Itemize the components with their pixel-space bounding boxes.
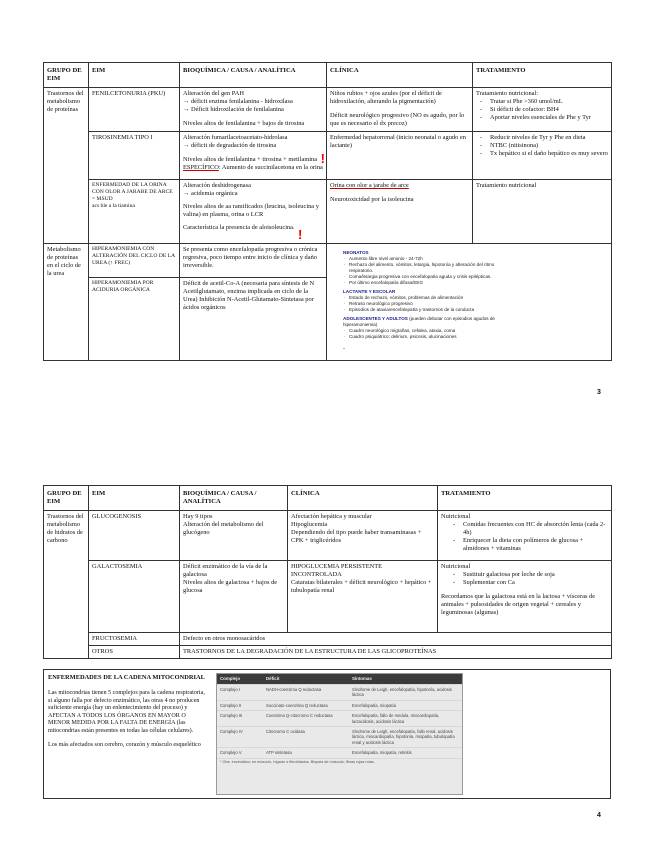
mito-cell: Complejo IV bbox=[217, 726, 263, 747]
mito-header-row bbox=[217, 674, 462, 684]
row-fructosemia bbox=[44, 633, 612, 646]
eim-galactosemia: GALACTOSEMIA bbox=[89, 561, 180, 633]
treat-msud: Tratamiento nutricional bbox=[473, 180, 612, 244]
note-item: · Aumento libre nivel amonio - 24-72h bbox=[349, 256, 508, 262]
mito-cell: Síndrome de Leigh, encefalopatía, hipotonía, acidosis láctica bbox=[349, 684, 462, 700]
treat-title: Nutricional bbox=[441, 513, 471, 521]
mito-footnote: * Obs. enzimático: en músculo, hígado o fibroblastos. Biopsia de músculo; fibras rojas rotas. bbox=[220, 759, 375, 764]
mito-row bbox=[217, 726, 462, 747]
note-item: · Cuadro neurológico migrañas, cefalea, ataxia, coma bbox=[349, 328, 508, 334]
mito-cell: NADH-coenzima Q reductasa bbox=[263, 684, 349, 700]
page1-eim-table bbox=[43, 62, 612, 361]
treat-galactosemia bbox=[438, 561, 612, 633]
mito-row bbox=[217, 711, 462, 727]
bio-pku bbox=[180, 88, 327, 132]
clin-line: HIPOGLUCEMIA PERSISTENTE INCONTROLADA bbox=[291, 563, 383, 579]
note-heading-rest: (pueden debutar con episodios agudos de hiperamoniemia) bbox=[343, 316, 495, 328]
bio-line: Alteración deshidrogenasa bbox=[183, 182, 251, 190]
page2-eim-table bbox=[43, 485, 612, 659]
page1-header-row bbox=[44, 63, 612, 88]
mito-cell: Succinato-coenzima Q reductasa bbox=[263, 700, 349, 710]
msud-name: ENFERMEDAD DE LA ORINA CON OLOR A JARABE DE ARCE = MSUD bbox=[92, 182, 173, 203]
treat-item: - Si déficit de cofactor: BH4 bbox=[490, 106, 608, 114]
bio-line: Alteración fumarilacetoacetato-hidrolasa bbox=[183, 134, 288, 142]
bio-hyper-urea: Se presenta como encefalopatía progresiva o crónica regresiva, poco tiempo entre inicio de clínica y daño irreversible. bbox=[180, 244, 327, 278]
treat-title: Tratamiento nutricional: bbox=[476, 90, 539, 98]
mito-th: Síntomas bbox=[349, 674, 462, 684]
clin-line: Cataratas bilaterales + déficit neurológico + hepático + tubulopatía renal bbox=[291, 579, 432, 595]
note-item: · Cuadro psiquiátrico: delirium, psicosis, alucinaciones bbox=[349, 334, 508, 340]
mito-cell: Citocromo C oxidasa bbox=[263, 726, 349, 747]
header-group: GRUPO DE EIM bbox=[44, 486, 89, 511]
group-carbs: Trastornos del metabolismo de hidratos de carbono bbox=[44, 511, 89, 659]
header-group: GRUPO DE EIM bbox=[44, 63, 89, 88]
treat-title: Nutricional bbox=[441, 563, 471, 571]
bio-line: Hay 9 tipos bbox=[183, 513, 213, 521]
header-biochem: BIOQUÍMICA / CAUSA / ANALÍTICA bbox=[180, 63, 327, 88]
bio-line: Alteración del metabolismo del glucógeno bbox=[183, 521, 264, 537]
mito-th: Déficit bbox=[263, 674, 349, 684]
mito-cell: Complejo V bbox=[217, 748, 263, 758]
mito-cell: Encefalopatía, miopatía, retinitis bbox=[349, 748, 462, 758]
eim-fructosemia: FRUCTOSEMIA bbox=[89, 633, 180, 646]
row-pku bbox=[44, 88, 612, 132]
bio-line: Niveles altos de aa ramificados (leucina, isoleucina y valina) en plasma, orina o LCR bbox=[183, 203, 319, 219]
note-heading: ADOLESCENTES Y ADULTOS bbox=[343, 316, 408, 322]
clin-line: Neurotoxicidad por la isoleucina bbox=[330, 196, 414, 204]
mito-row bbox=[217, 684, 462, 700]
note-item: · Estado de rechazo, vómitos, problemas de alimentación bbox=[349, 295, 508, 301]
mito-cell: Complejo I bbox=[217, 684, 263, 700]
exclamation-icon: ! bbox=[320, 151, 325, 167]
eim-msud bbox=[89, 180, 180, 244]
eim-hyper-acid: HIPERAMONIEMIA POR ACIDURIA ORGÁNICA bbox=[89, 278, 180, 361]
treat-item: - Tratar si Phe >360 umol/mL bbox=[490, 98, 608, 106]
exclamation-icon: ! bbox=[298, 227, 303, 243]
mito-title: ENFERMEDADES DE LA CADENA MITOCONDRIAL bbox=[48, 674, 205, 681]
bio-specific-line bbox=[183, 164, 323, 172]
bio-fructosemia: Defecto en otros monosacáridos bbox=[180, 633, 612, 646]
clin-galactosemia bbox=[288, 561, 438, 633]
mito-complex-table-image bbox=[216, 673, 463, 795]
note-item: · Coma/letargia progresiva con encefalopatía aguda y crisis epilépticas. bbox=[349, 274, 508, 280]
page-number-3: 3 bbox=[597, 389, 601, 396]
bio-tyrosinemia bbox=[180, 132, 327, 180]
bio-msud bbox=[180, 180, 327, 244]
treat-note: Recordamos que la galactosa está en la lactosa + vísceras de animales + pulsosidades de origen vegetal + cereales y leguminosas (algunas) bbox=[441, 593, 596, 617]
specific-text: : Aumento de succinilacetona en la orina bbox=[218, 164, 323, 172]
treat-glucogenosis bbox=[438, 511, 612, 561]
header-eim: EIM bbox=[89, 486, 180, 511]
bio-line: → déficit de degradación de tirosina bbox=[183, 142, 277, 150]
treat-item: - Enriquecer la dieta con polímeros de glucosa + almidones + vitaminas bbox=[463, 537, 608, 553]
clin-glucogenosis bbox=[288, 511, 438, 561]
treat-item: - Tx hepático si el daño hepático es muy severo bbox=[490, 150, 608, 158]
bio-line: Característica la presencia de aloisoleucina. bbox=[183, 224, 295, 232]
row-galactosemia bbox=[44, 561, 612, 633]
clin-line: Afectación hepática y muscular bbox=[291, 513, 372, 521]
clin-pku bbox=[327, 88, 473, 132]
treat-item: - Sustituir galactosa por leche de soja bbox=[463, 571, 608, 579]
eim-tyrosinemia: TIROSINEMIA TIPO I bbox=[89, 132, 180, 180]
mito-cell: Complejo II bbox=[217, 700, 263, 710]
mito-paragraph-2: Los más afectados son cerebro, corazón y músculo esquelético bbox=[48, 741, 201, 748]
header-eim: EIM bbox=[89, 63, 180, 88]
eim-pku: FENILCETONURIA (PKU) bbox=[89, 88, 180, 132]
row-tyrosinemia bbox=[44, 132, 612, 180]
eim-hyper-urea: HIPERAMONIEMIA CON ALTERACIÓN DEL CICLO DE LA UREA (↑ FREC) bbox=[89, 244, 180, 278]
bio-line: Niveles altos de fenilalanina + tirosina + metilamina bbox=[183, 156, 318, 164]
bio-otros: TRASTORNOS DE LA DEGRADACIÓN DE LA ESTRUCTURA DE LAS GLICOPROTEÍNAS bbox=[180, 646, 612, 659]
handwritten-note bbox=[327, 244, 612, 360]
mito-cell: Encefalopatía, miopatía bbox=[349, 700, 462, 710]
row-glucogenosis bbox=[44, 511, 612, 561]
mito-row bbox=[217, 748, 462, 758]
treat-item: - NTBC (nitisinona) bbox=[490, 142, 608, 150]
note-item: · Rechazo del alimento, vómitos, letargia, hipotonía y alteración del ritmo respiratorio. bbox=[349, 262, 508, 274]
note-item: · Por último encefalopatía difusa/EEG bbox=[349, 280, 508, 286]
clin-underlined: Orina con olor a jarabe de arce bbox=[330, 182, 409, 190]
page-number-4: 4 bbox=[597, 812, 601, 819]
row-otros bbox=[44, 646, 612, 659]
mito-complex-table bbox=[217, 674, 462, 759]
clin-line: Hipoglucemia bbox=[291, 521, 328, 529]
header-treatment: TRATAMIENTO bbox=[438, 486, 612, 511]
eim-otros: OTROS bbox=[89, 646, 180, 659]
mito-paragraph-1: Las mitocondrias tienen 5 complejos para la cadena respiratoria, si alguno falla por defecto enzimático, las otras 4 no producen suficiente energía (hay un enlentecimiento del proceso) y AFECTAN A TODOS LOS ÓRGANOS EN MAYOR O MENOR MEDIDA POR LA FALTA DE ENERGÍA (las mitocondrias están presentes en todas las células celulares). bbox=[48, 690, 205, 735]
bio-line: → Déficit hidroxilación de fenilalanina bbox=[183, 106, 284, 114]
clin-line: Niños rubios + ojos azules (por el déficit de hidroxilación, alterando la pigmentación) bbox=[330, 90, 442, 106]
mito-th: Complejo bbox=[217, 674, 263, 684]
treat-tyrosinemia bbox=[473, 132, 612, 180]
note-heading-adults bbox=[343, 316, 508, 328]
header-treatment: TRATAMIENTO bbox=[473, 63, 612, 88]
specific-label: ESPECÍFICO bbox=[183, 164, 219, 172]
bio-glucogenosis bbox=[180, 511, 288, 561]
header-clinic: CLÍNICA bbox=[327, 63, 473, 88]
eim-glucogenosis: GLUCOGENOSIS bbox=[89, 511, 180, 561]
note-dash: - bbox=[343, 346, 345, 353]
treat-item: - Suplementar con Ca bbox=[463, 579, 608, 587]
clin-line: Déficit neurológico progresivo (NO es agudo, por lo que es necesario el dx precoz) bbox=[330, 112, 465, 128]
mito-cell: Complejo III bbox=[217, 711, 263, 727]
clin-msud bbox=[327, 180, 473, 244]
note-item: · Retraso neurológico progresivo bbox=[349, 301, 508, 307]
treat-item: - Reducir niveles de Tyr y Phe en dieta bbox=[490, 134, 608, 142]
bio-line: → déficit enzima fenilalanina - hidroxilasa bbox=[183, 98, 293, 106]
bio-line: → acidemia orgánica bbox=[183, 190, 238, 198]
group-urea: Metabolismo de proteínas en el ciclo de la urea bbox=[44, 244, 89, 360]
row-msud bbox=[44, 180, 612, 244]
note-item: · Episodios de ataxia/encefalopatía y trastornos de la conducta bbox=[349, 307, 508, 313]
treat-item: - Aportar niveles esenciales de Phe y Tyr bbox=[490, 114, 608, 122]
treat-item: - Comidas frecuentes con HC de absorción lenta (cada 2-4h) bbox=[463, 521, 608, 537]
treat-pku bbox=[473, 88, 612, 132]
group-proteins: Trastornos del metabolismo de proteínas bbox=[44, 88, 89, 244]
row-hyper-urea bbox=[44, 244, 612, 278]
note-heading: LACTANTE Y ESCOLAR bbox=[343, 289, 396, 295]
bio-galactosemia bbox=[180, 561, 288, 633]
clin-line: Dependiendo del tipo puede haber transaminasas + CPK + triglicéridos bbox=[291, 529, 422, 545]
bio-line: Alteración del gen PAH bbox=[183, 90, 244, 98]
page2-header-row bbox=[44, 486, 612, 511]
bio-line: Niveles altos de fenilalanina + bajos de tirosina bbox=[183, 120, 305, 128]
mito-cell: Encefalopatía, fallo de medula, miocardiopatía, lactacidosis, acidosis láctica bbox=[349, 711, 462, 727]
header-biochem: BIOQUÍMICA / CAUSA / ANALÍTICA bbox=[180, 486, 288, 511]
header-clinic: CLÍNICA bbox=[288, 486, 438, 511]
bio-line: Déficit enzimático de la vía de la galactosa bbox=[183, 563, 268, 579]
mito-cell: Síndrome de Leigh, encefalopatía, fallo renal, acidosis láctica, miocardiopatía, hipotonía, miopatía, tubulopatía renal y acidosis láctica bbox=[349, 726, 462, 747]
mito-row bbox=[217, 700, 462, 710]
msud-sub: acs ble a la tiamina bbox=[92, 203, 135, 210]
mito-cell: Coenzima Q-citocromo C reductasa bbox=[263, 711, 349, 727]
note-heading: NEONATOS bbox=[343, 250, 369, 256]
bio-line: Niveles altos de galactosa + bajos de glucosa bbox=[183, 579, 278, 595]
clin-tyrosinemia: Enfermedad hepatorrenal (inicio neonatal o agudo en lactante) bbox=[327, 132, 473, 180]
bio-hyper-acid: Déficit de acetil-Co-A (necesaria para síntesis de N Acetilglutamato, enzima implicada en ciclo de la Urea) Inhibición N-Acetil-Glutamato-Sintetasa por ácidos orgánicos bbox=[180, 278, 327, 361]
mito-cell: ATP sintetasa bbox=[263, 748, 349, 758]
